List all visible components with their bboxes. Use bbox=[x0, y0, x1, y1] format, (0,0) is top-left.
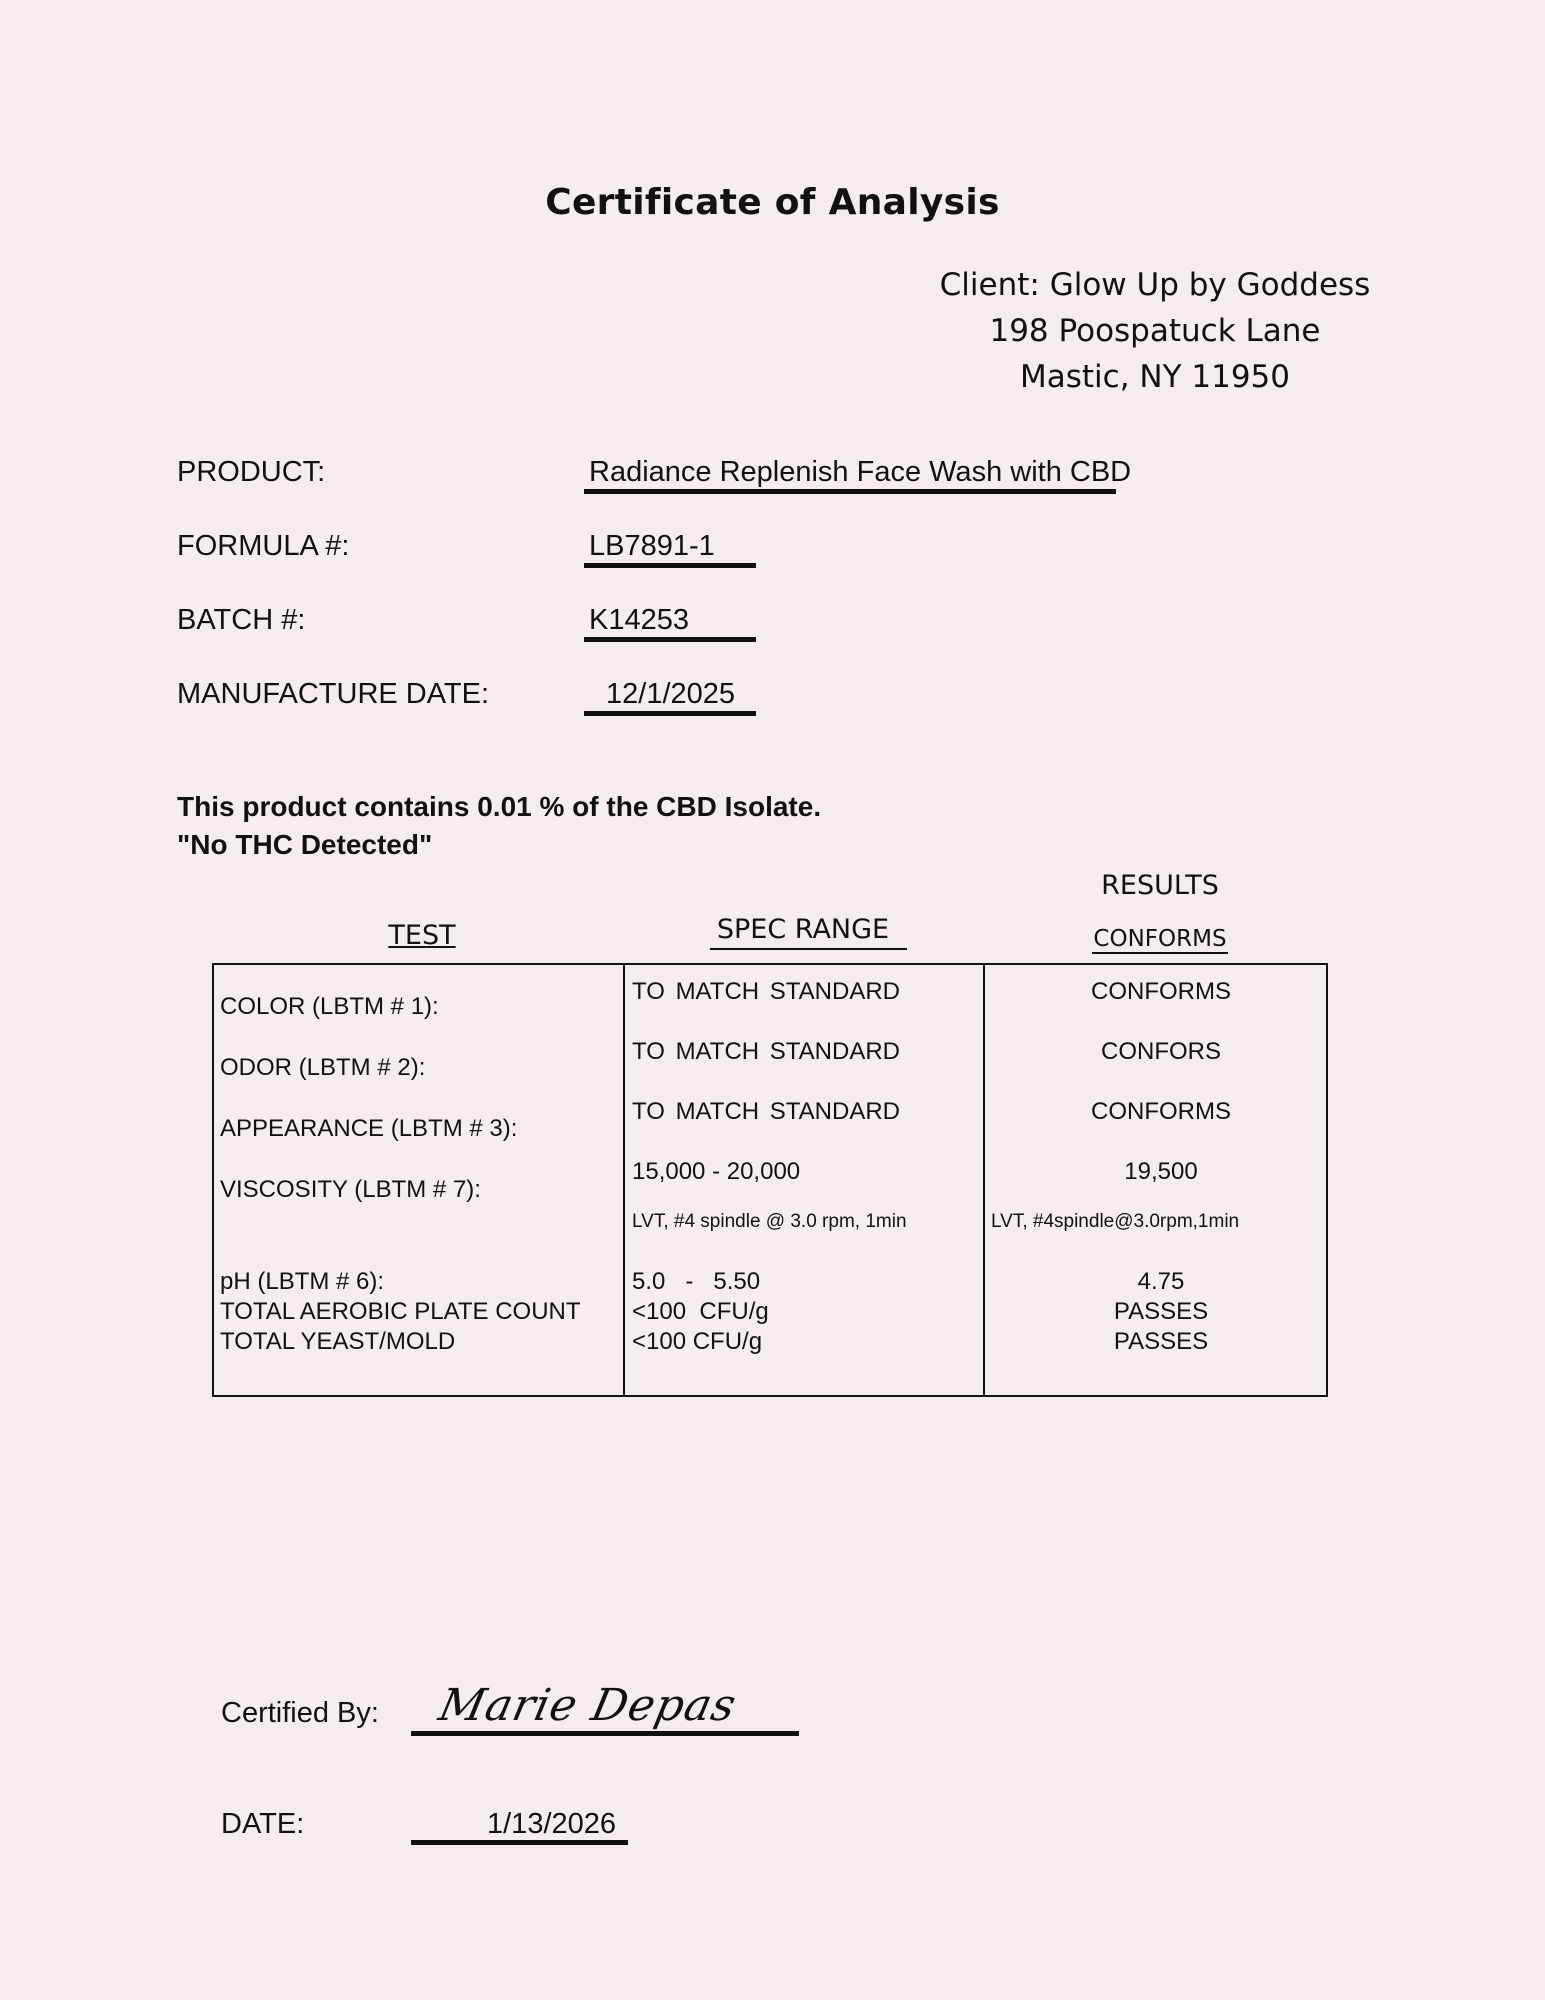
spec-range-underline bbox=[710, 948, 907, 950]
result-ph: 4.75 bbox=[1137, 1268, 1185, 1295]
test-viscosity: VISCOSITY (LBTM # 7): bbox=[220, 1176, 481, 1203]
spec-viscosity: 15,000 - 20,000 bbox=[632, 1158, 801, 1185]
product-label: PRODUCT: bbox=[177, 456, 326, 488]
manufacture-date-value: 12/1/2025 bbox=[606, 678, 736, 710]
batch-underline bbox=[584, 637, 756, 642]
date-label: DATE: bbox=[221, 1808, 305, 1840]
result-viscosity-method: LVT, #4spindle@3.0rpm,1min bbox=[991, 1211, 1240, 1232]
result-odor: CONFORS bbox=[1101, 1038, 1221, 1065]
formula-value: LB7891-1 bbox=[589, 530, 715, 562]
spec-aerobic-plate-count: <100 CFU/g bbox=[632, 1298, 769, 1325]
cbd-content-statement: This product contains 0.01 % of the CBD Isolate. bbox=[177, 791, 822, 822]
test-yeast-mold: TOTAL YEAST/MOLD bbox=[220, 1328, 456, 1355]
test-odor: ODOR (LBTM # 2): bbox=[220, 1054, 426, 1081]
table-divider-2 bbox=[983, 963, 985, 1397]
result-color: CONFORMS bbox=[1091, 978, 1231, 1005]
test-appearance: APPEARANCE (LBTM # 3): bbox=[220, 1115, 518, 1142]
results-underline bbox=[1092, 952, 1228, 954]
spec-yeast-mold: <100 CFU/g bbox=[632, 1328, 763, 1355]
product-value: Radiance Replenish Face Wash with CBD bbox=[589, 456, 1132, 488]
spec-viscosity-method: LVT, #4 spindle @ 3.0 rpm, 1min bbox=[632, 1211, 907, 1232]
test-header: TEST bbox=[388, 920, 456, 951]
signature-line bbox=[411, 1731, 799, 1736]
client-street: 198 Poospatuck Lane bbox=[989, 313, 1321, 349]
results-subheader: CONFORMS bbox=[1093, 926, 1227, 952]
cbd-notice bbox=[177, 788, 821, 864]
manufacture-date-label: MANUFACTURE DATE: bbox=[177, 678, 490, 710]
formula-label: FORMULA #: bbox=[177, 530, 350, 562]
client-name: Client: Glow Up by Goddess bbox=[939, 267, 1371, 303]
date-line bbox=[411, 1840, 628, 1845]
test-ph: pH (LBTM # 6): bbox=[220, 1268, 385, 1295]
formula-underline bbox=[584, 563, 756, 568]
batch-value: K14253 bbox=[589, 604, 689, 636]
batch-label: BATCH #: bbox=[177, 604, 306, 636]
spec-range-header: SPEC RANGE bbox=[716, 914, 890, 945]
spec-odor: TO MATCH STANDARD bbox=[632, 1038, 901, 1065]
client-city: Mastic, NY 11950 bbox=[1019, 359, 1290, 395]
spec-appearance: TO MATCH STANDARD bbox=[632, 1098, 901, 1125]
result-appearance: CONFORMS bbox=[1091, 1098, 1231, 1125]
spec-ph: 5.0 - 5.50 bbox=[632, 1268, 761, 1295]
manufacture-date-underline bbox=[584, 711, 756, 716]
table-divider-1 bbox=[623, 963, 625, 1397]
spec-color: TO MATCH STANDARD bbox=[632, 978, 901, 1005]
result-viscosity: 19,500 bbox=[1124, 1158, 1198, 1185]
result-aerobic-plate-count: PASSES bbox=[1113, 1298, 1209, 1325]
test-color: COLOR (LBTM # 1): bbox=[220, 993, 439, 1020]
test-aerobic-plate-count: TOTAL AEROBIC PLATE COUNT bbox=[220, 1298, 581, 1325]
signature: Marie Depas bbox=[434, 1680, 742, 1731]
result-yeast-mold: PASSES bbox=[1113, 1328, 1209, 1355]
document-title: Certificate of Analysis bbox=[545, 182, 1000, 223]
certification-date: 1/13/2026 bbox=[487, 1808, 617, 1840]
certified-by-label: Certified By: bbox=[221, 1697, 379, 1729]
thc-statement: "No THC Detected" bbox=[177, 829, 433, 860]
results-header: RESULTS bbox=[1101, 870, 1219, 901]
product-underline bbox=[584, 489, 1116, 494]
client-address-block bbox=[880, 262, 1430, 400]
